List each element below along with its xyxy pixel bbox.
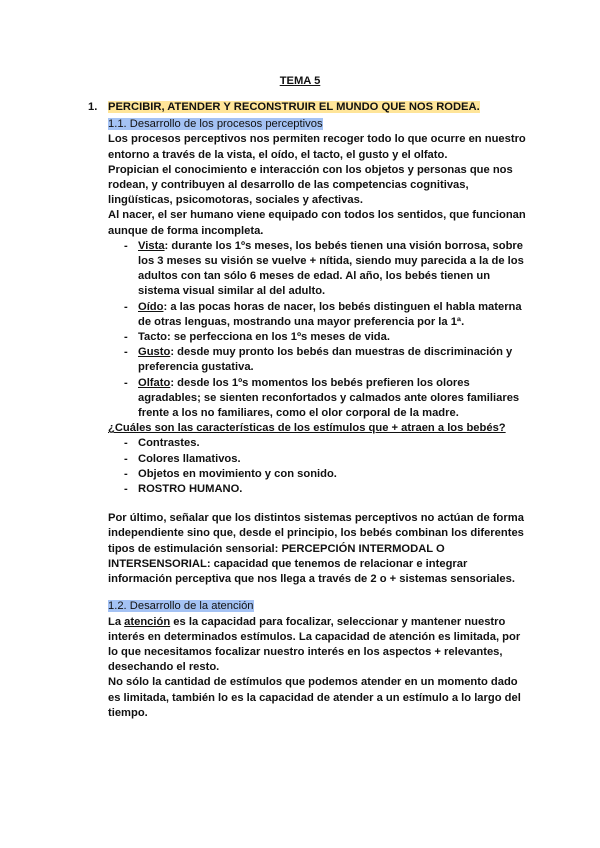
list-item-vista: - Vista: durante los 1ºs meses, los bebés tienen una visión borrosa, sobre los 3 meses su visión se vuelve + nítida, siendo muy parecida a la de los adultos con tan sólo 6 meses de edad. Al año, los bebés tienen un sistema visual similar al del adulto. (108, 239, 526, 300)
list-item: - ROSTRO HUMANO. (108, 482, 526, 497)
section-1-number: 1. (88, 101, 98, 113)
paragraph-perceptive-processes: Los procesos perceptivos nos permiten recoger todo lo que ocurre en nuestro entorno a través de la vista, el oído, el tacto, el gusto y el olfato. (108, 133, 526, 161)
list-item: - Contrastes. (108, 436, 526, 451)
section-1-heading (88, 100, 526, 115)
spacer (108, 497, 526, 511)
paragraph-intermodal: Por último, señalar que los distintos sistemas perceptivos no actúan de forma independiente sino que, desde el principio, los bebés combinan los diferentes tipos de estimulación sensorial: PERCEPCIÓN INTERMODAL O INTERSENSORIAL: capacidad que tenemos de relacionar e integrar información perceptiva que nos llega a través de 2 o + sistemas sensoriales. (108, 512, 524, 586)
subsection-1-1-heading: 1.1. Desarrollo de los procesos perceptivos (108, 118, 323, 131)
stimuli-question: ¿Cuáles son las características de los estímulos que + atraen a los bebés? (108, 422, 506, 435)
senses-list (108, 239, 526, 421)
stimuli-list (108, 436, 526, 497)
paragraph-attention-limits: No sólo la cantidad de estímulos que podemos atender en un momento dado es limitada, también lo es la capacidad de atender a un estímulo a lo largo del tiempo. (108, 676, 521, 719)
spacer (108, 587, 526, 599)
list-item-tacto: - Tacto: se perfecciona en los 1ºs meses de vida. (108, 330, 526, 345)
document-title: TEMA 5 (279, 75, 321, 87)
list-item-gusto: - Gusto: desde muy pronto los bebés dan muestras de discriminación y preferencia gustativa. (108, 345, 526, 375)
paragraph-birth-senses: Al nacer, el ser humano viene equipado con todos los sentidos, que funcionan aunque de forma incompleta. (108, 209, 526, 237)
list-item: - Objetos en movimiento y con sonido. (108, 467, 526, 482)
section-1-title: PERCIBIR, ATENDER Y RECONSTRUIR EL MUNDO QUE NOS RODEA. (108, 101, 480, 113)
list-item: - Colores llamativos. (108, 452, 526, 467)
subsection-1-2-heading: 1.2. Desarrollo de la atención (108, 600, 254, 613)
paragraph-attention: La atención es la capacidad para focalizar, seleccionar y mantener nuestro interés en determinados estímulos. La capacidad de atención es limitada, por lo que necesitamos focalizar nuestro interés en los aspectos + relevantes, desechando el resto. (108, 615, 521, 674)
document-body (88, 100, 526, 721)
list-item-olfato: - Olfato: desde los 1ºs momentos los bebés prefieren los olores agradables; se sienten reconfortados y calmados ante olores familiares frente a los no familiares, como el olor corporal de la madre. (108, 376, 526, 422)
paragraph-interaction: Propician el conocimiento e interacción con los objetos y personas que nos rodean, y contribuyen al desarrollo de las competencias cognitivas, lingüísticas, psicomotoras, sociales y afectivas. (108, 163, 513, 207)
list-item-oido: - Oído: a las pocas horas de nacer, los bebés distinguen el habla materna de otras lenguas, mostrando una mayor preferencia por la 1ª. (108, 300, 526, 330)
